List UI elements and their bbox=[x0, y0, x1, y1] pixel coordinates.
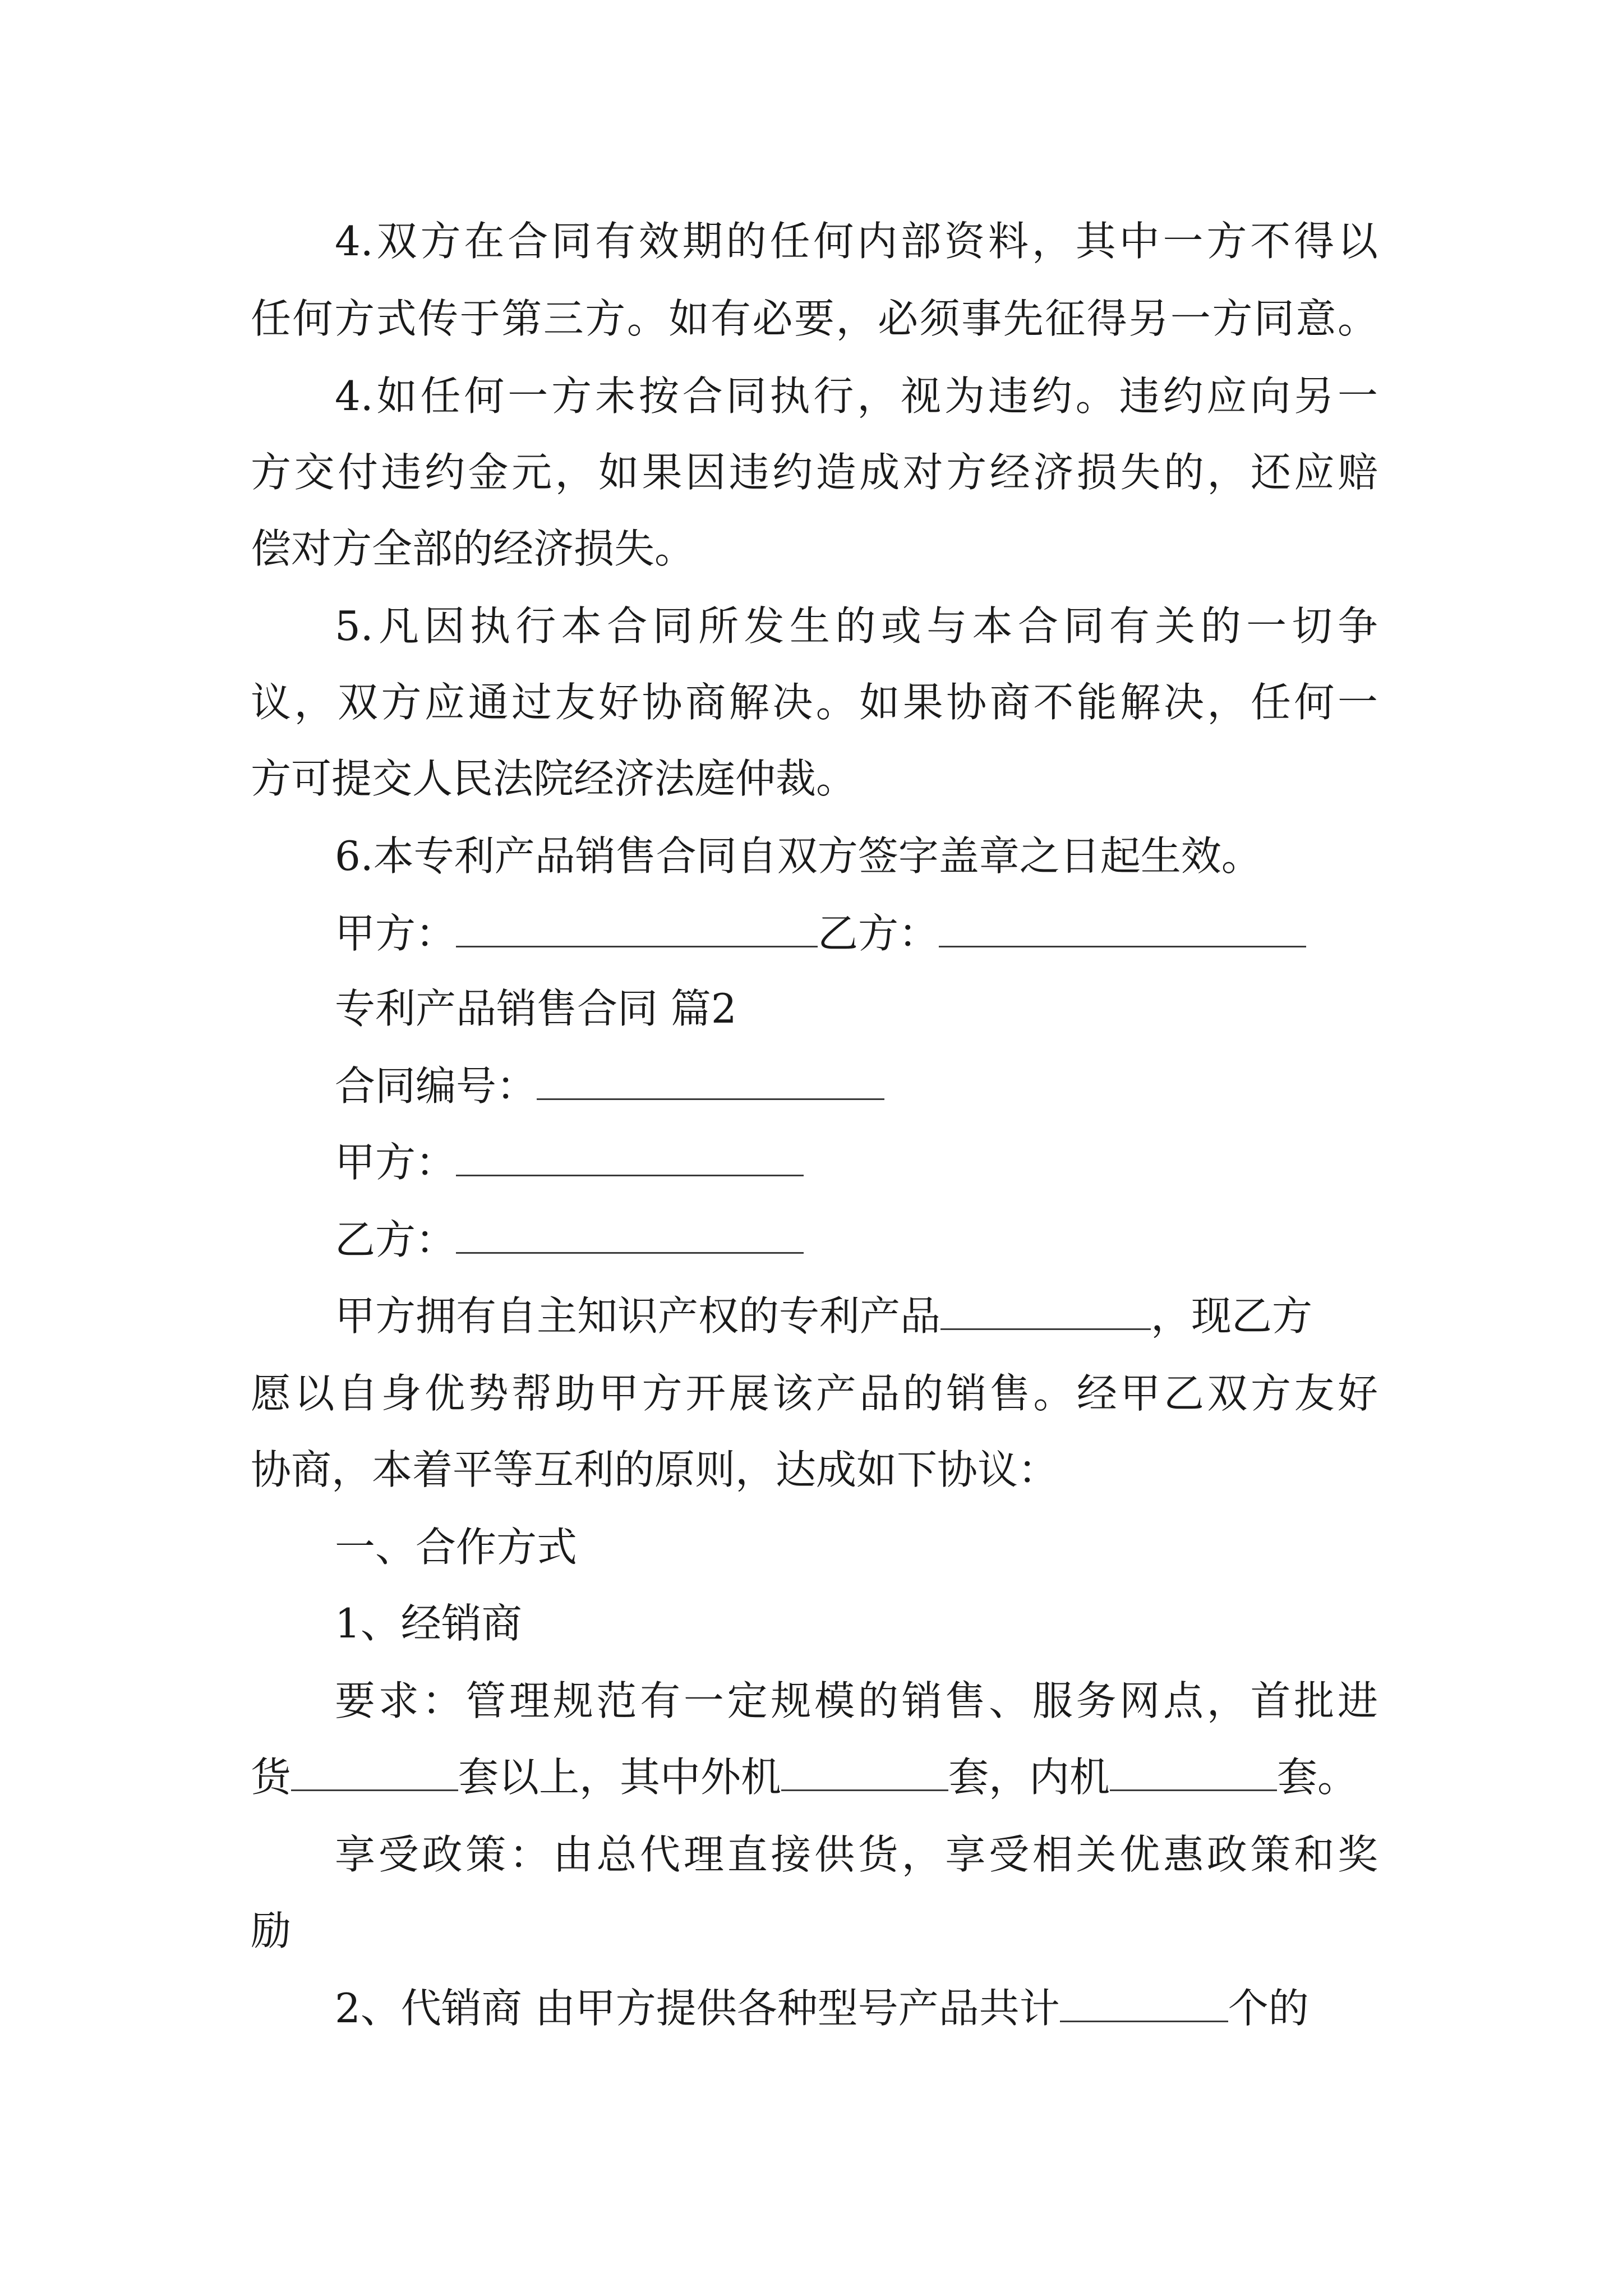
contract-no-line bbox=[335, 1047, 1378, 1125]
item2-text: 个的 bbox=[1228, 1985, 1309, 2032]
clause-line: 4.双方在合同有效期的任何内部资料，其中一方不得以 bbox=[335, 218, 1378, 265]
party-b-line bbox=[335, 1200, 1378, 1279]
party-a-line bbox=[335, 1123, 1378, 1202]
first-batch-qty-blank[interactable] bbox=[291, 1746, 458, 1791]
clause-line: 方可提交人民法院经济法庭仲裁。 bbox=[251, 755, 857, 802]
signature-line bbox=[335, 894, 1378, 973]
clause-line: 6.本专利产品销售合同自双方签字盖章之日起生效。 bbox=[335, 832, 1262, 880]
intro-line: 协商，本着平等互利的原则，达成如下协议： bbox=[251, 1446, 1059, 1493]
party-a-blank[interactable] bbox=[456, 1131, 804, 1176]
requirement-line: 要求：管理规范有一定规模的销售、服务网点，首批进 bbox=[335, 1677, 1378, 1724]
party-b-label: 乙方： bbox=[335, 1216, 457, 1263]
product-name-blank[interactable] bbox=[940, 1285, 1151, 1330]
intro-text: 甲方拥有自主知识产权的专利产品 bbox=[335, 1292, 941, 1340]
requirement-text: 套以上，其中外机 bbox=[458, 1754, 782, 1801]
policy-line: 享受政策：由总代理直接供货，享受相关优惠政策和奖 bbox=[335, 1831, 1378, 1878]
contract-no-blank[interactable] bbox=[537, 1055, 884, 1100]
section-title: 专利产品销售合同 篇2 bbox=[335, 985, 737, 1032]
intro-line: 愿以自身优势帮助甲方开展该产品的销售。经甲乙双方友好 bbox=[251, 1370, 1378, 1417]
cooperation-heading: 一、合作方式 bbox=[335, 1524, 578, 1571]
item-title: 1、经销商 bbox=[335, 1600, 522, 1647]
party-b-sign-label: 乙方： bbox=[818, 910, 939, 957]
intro-line bbox=[335, 1277, 1378, 1355]
requirement-text: 套。 bbox=[1277, 1754, 1358, 1801]
requirement-text: 套，内机 bbox=[948, 1754, 1110, 1801]
outdoor-unit-qty-blank[interactable] bbox=[781, 1746, 948, 1791]
party-a-label: 甲方： bbox=[335, 1139, 457, 1186]
item2-text: 2、代销商 由甲方提供各种型号产品共计 bbox=[335, 1985, 1060, 2032]
party-a-sign-blank[interactable] bbox=[456, 902, 818, 947]
policy-line: 励 bbox=[251, 1907, 292, 1954]
indoor-unit-qty-blank[interactable] bbox=[1110, 1746, 1277, 1791]
clause-line: 偿对方全部的经济损失。 bbox=[251, 525, 695, 572]
party-b-sign-blank[interactable] bbox=[939, 902, 1306, 947]
clause-line: 5.凡因执行本合同所发生的或与本合同有关的一切争 bbox=[335, 602, 1378, 650]
requirement-line bbox=[251, 1738, 1378, 1816]
consignment-qty-blank[interactable] bbox=[1060, 1977, 1228, 2022]
clause-line: 方交付违约金元，如果因违约造成对方经济损失的，还应赔 bbox=[251, 449, 1378, 496]
party-b-blank[interactable] bbox=[456, 1208, 804, 1254]
clause-line: 任何方式传于第三方。如有必要，必须事先征得另一方同意。 bbox=[251, 295, 1378, 342]
clause-line: 4.如任何一方未按合同执行，视为违约。违约应向另一 bbox=[335, 372, 1378, 420]
requirement-text: 货 bbox=[251, 1754, 292, 1801]
contract-no-label: 合同编号： bbox=[335, 1062, 537, 1110]
party-a-sign-label: 甲方： bbox=[335, 910, 457, 957]
item2-line bbox=[335, 1969, 1378, 2047]
intro-text: ，现乙方 bbox=[1151, 1292, 1313, 1340]
clause-line: 议，双方应通过友好协商解决。如果协商不能解决，任何一 bbox=[251, 679, 1378, 726]
